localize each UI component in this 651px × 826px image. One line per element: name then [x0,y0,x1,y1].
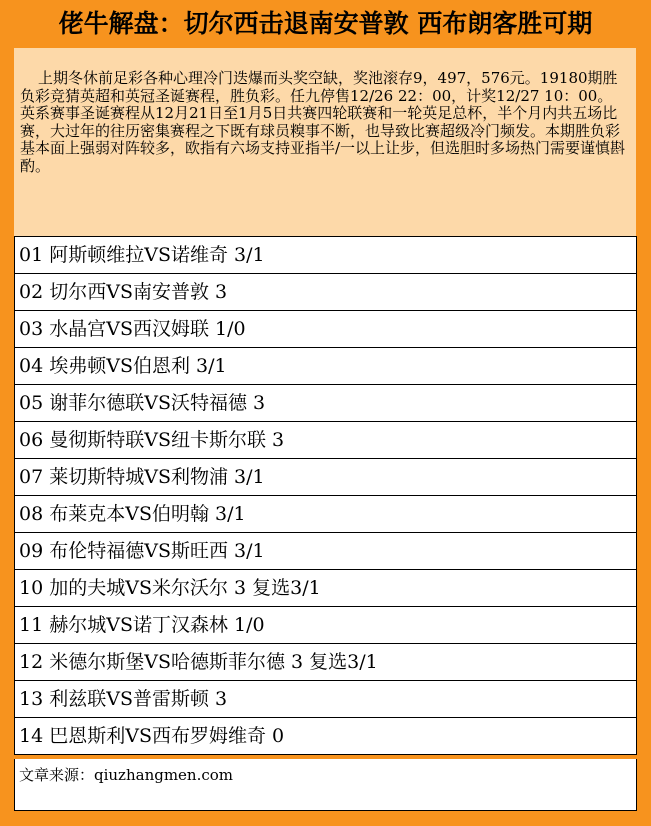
match-row: 09 布伦特福德VS斯旺西 3/1 [15,533,636,570]
intro-paragraph: 上期冬休前足彩各种心理冷门迭爆而头奖空缺，奖池滚存9，497，576元。19180期胜负彩竞猜英超和英冠圣诞赛程，胜负彩。任九停售12/26 22：00，计奖12/27 10：00。英系赛事圣诞赛程从12月21日至1月5日共赛四轮联赛和一轮英足总杯，半个月内共五场比赛，大过年的往历密集赛程之下既有球员糗事不断，也导致比赛超级冷门频发。本期胜负彩基本面上强弱对阵较多，欧指有六场支持亚指半/一以上让步，但选胆时多场热门需要谨慎斟酌。 [14,48,636,236]
match-row: 10 加的夫城VS米尔沃尔 3 复选3/1 [15,570,636,607]
match-row: 01 阿斯顿维拉VS诺维奇 3/1 [15,237,636,274]
match-row: 07 莱切斯特城VS利物浦 3/1 [15,459,636,496]
match-row: 06 曼彻斯特联VS纽卡斯尔联 3 [15,422,636,459]
match-row: 08 布莱克本VS伯明翰 3/1 [15,496,636,533]
match-row: 11 赫尔城VS诺丁汉森林 1/0 [15,607,636,644]
match-row: 04 埃弗顿VS伯恩利 3/1 [15,348,636,385]
match-list [14,236,637,755]
match-row: 13 利兹联VS普雷斯顿 3 [15,681,636,718]
match-row: 14 巴恩斯利VS西布罗姆维奇 0 [15,718,636,755]
match-row: 05 谢菲尔德联VS沃特福德 3 [15,385,636,422]
match-row: 12 米德尔斯堡VS哈德斯菲尔德 3 复选3/1 [15,644,636,681]
match-row: 02 切尔西VS南安普敦 3 [15,274,636,311]
page-title: 佬牛解盘：切尔西击退南安普敦 西布朗客胜可期 [58,9,593,38]
match-row: 03 水晶宫VS西汉姆联 1/0 [15,311,636,348]
source-credit: 文章来源：qiuzhangmen.com [14,759,637,811]
